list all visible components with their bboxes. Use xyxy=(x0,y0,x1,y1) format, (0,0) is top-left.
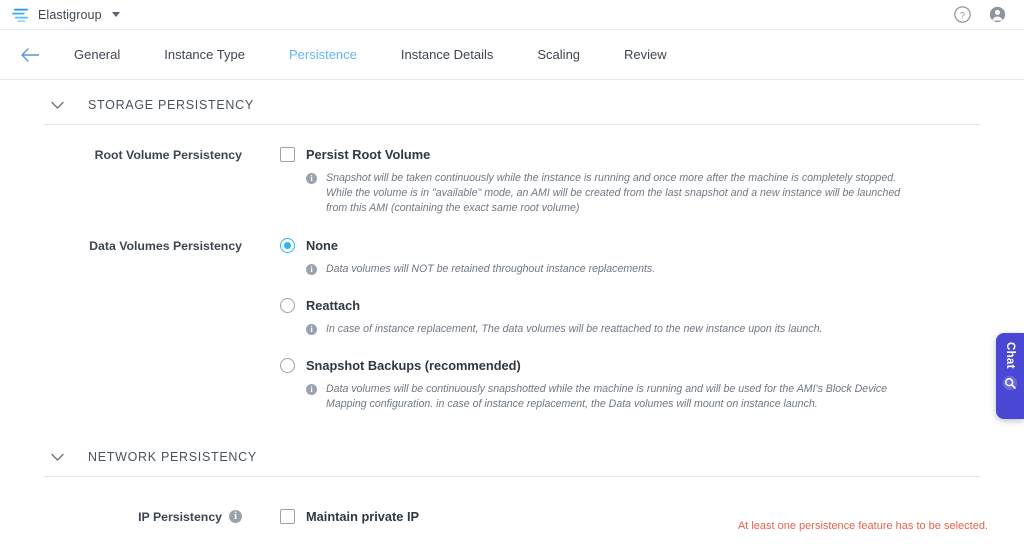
root-volume-hint xyxy=(280,171,920,216)
back-arrow-icon[interactable] xyxy=(8,35,52,75)
chevron-down-icon[interactable] xyxy=(112,12,120,17)
option-none-control[interactable] xyxy=(280,238,1024,253)
tab-general[interactable]: General xyxy=(74,46,121,62)
persistence-form xyxy=(0,80,1024,544)
option-snapshot-hint xyxy=(280,382,920,412)
option-snapshot-hint-text: Data volumes will be continuously snapshotted while the machine is running and will be used for the AMI's Block Device Mapping configuration. in case of instance replacement, the Data volumes will mount on instance launch. xyxy=(326,383,888,411)
storage-persistency-section-header[interactable] xyxy=(44,80,980,120)
section-title: NETWORK PERSISTENCY xyxy=(88,450,257,465)
wizard-nav xyxy=(0,30,1024,80)
info-icon: i xyxy=(306,173,317,184)
help-icon[interactable] xyxy=(954,6,971,23)
tab-instance-details[interactable]: Instance Details xyxy=(400,46,494,62)
chevron-down-icon[interactable] xyxy=(44,453,70,462)
radio-reattach[interactable] xyxy=(280,298,295,313)
svg-text:?: ? xyxy=(959,10,966,21)
maintain-private-ip-label: Maintain private IP xyxy=(306,509,420,525)
data-volumes-options xyxy=(242,238,1024,412)
maintain-private-ip-checkbox[interactable] xyxy=(280,509,295,524)
root-volume-persistency-label: Root Volume Persistency xyxy=(94,148,242,162)
info-icon[interactable]: i xyxy=(229,510,242,523)
brand-menu[interactable] xyxy=(12,7,120,23)
info-icon: i xyxy=(306,384,317,395)
chat-widget-button[interactable] xyxy=(996,333,1024,419)
root-volume-hint-text: Snapshot will be taken continuously while the instance is running and once more after the machine is completely stopped. While the volume is in "available" mode, an AMI will be created from the last snapshot and a new instance will be launched from this AMI (containing the exact same root volume) xyxy=(326,172,901,215)
elastigroup-logo-icon xyxy=(12,7,30,23)
account-icon[interactable] xyxy=(989,6,1006,23)
tab-review[interactable]: Review xyxy=(624,46,667,62)
radio-snapshot-backups[interactable] xyxy=(280,358,295,373)
info-icon: i xyxy=(306,264,317,275)
data-volumes-option-none xyxy=(280,238,1024,277)
chat-widget-label: Chat xyxy=(1004,342,1016,369)
ip-persistency-row xyxy=(0,477,1024,524)
data-volumes-option-reattach xyxy=(280,298,1024,337)
chevron-down-icon[interactable] xyxy=(44,101,70,110)
data-volumes-option-snapshot-backups xyxy=(280,358,1024,412)
brand-name: Elastigroup xyxy=(38,7,102,22)
ip-persistency-label: IP Persistency xyxy=(138,509,222,524)
radio-snapshot-backups-label: Snapshot Backups (recommended) xyxy=(306,358,521,374)
persist-root-volume-label: Persist Root Volume xyxy=(306,147,431,162)
top-bar xyxy=(0,0,1024,30)
network-persistency-section-header[interactable] xyxy=(44,412,980,472)
tab-scaling[interactable]: Scaling xyxy=(537,46,581,62)
persist-root-volume-control[interactable] xyxy=(280,147,1024,162)
root-volume-persistency-body xyxy=(242,147,1024,216)
tab-instance-type[interactable]: Instance Type xyxy=(164,46,245,62)
option-reattach-hint xyxy=(280,322,900,337)
tab-persistence[interactable]: Persistence xyxy=(288,46,357,62)
root-volume-persistency-row xyxy=(0,125,1024,216)
validation-error-message: At least one persistence feature has to be selected. xyxy=(737,520,988,532)
option-reattach-hint-text: In case of instance replacement, The data volumes will be reattached to the new instance upon its launch. xyxy=(326,323,823,336)
section-title: STORAGE PERSISTENCY xyxy=(88,98,254,112)
option-none-hint-text: Data volumes will NOT be retained throughout instance replacements. xyxy=(326,263,656,276)
radio-none-label: None xyxy=(306,238,338,254)
top-bar-actions xyxy=(954,6,1012,23)
data-volumes-persistency-row xyxy=(0,216,1024,412)
info-icon: i xyxy=(306,324,317,335)
data-volumes-persistency-label: Data Volumes Persistency xyxy=(89,239,242,254)
ip-persistency-label-wrap xyxy=(0,509,242,524)
persist-root-volume-checkbox[interactable] xyxy=(280,147,295,162)
option-reattach-control[interactable] xyxy=(280,298,1024,313)
tab-list xyxy=(52,35,689,75)
radio-none[interactable] xyxy=(280,238,295,253)
chat-bubble-icon xyxy=(1002,375,1018,391)
option-none-hint xyxy=(280,262,900,277)
option-snapshot-control[interactable] xyxy=(280,358,1024,373)
radio-reattach-label: Reattach xyxy=(306,298,361,314)
